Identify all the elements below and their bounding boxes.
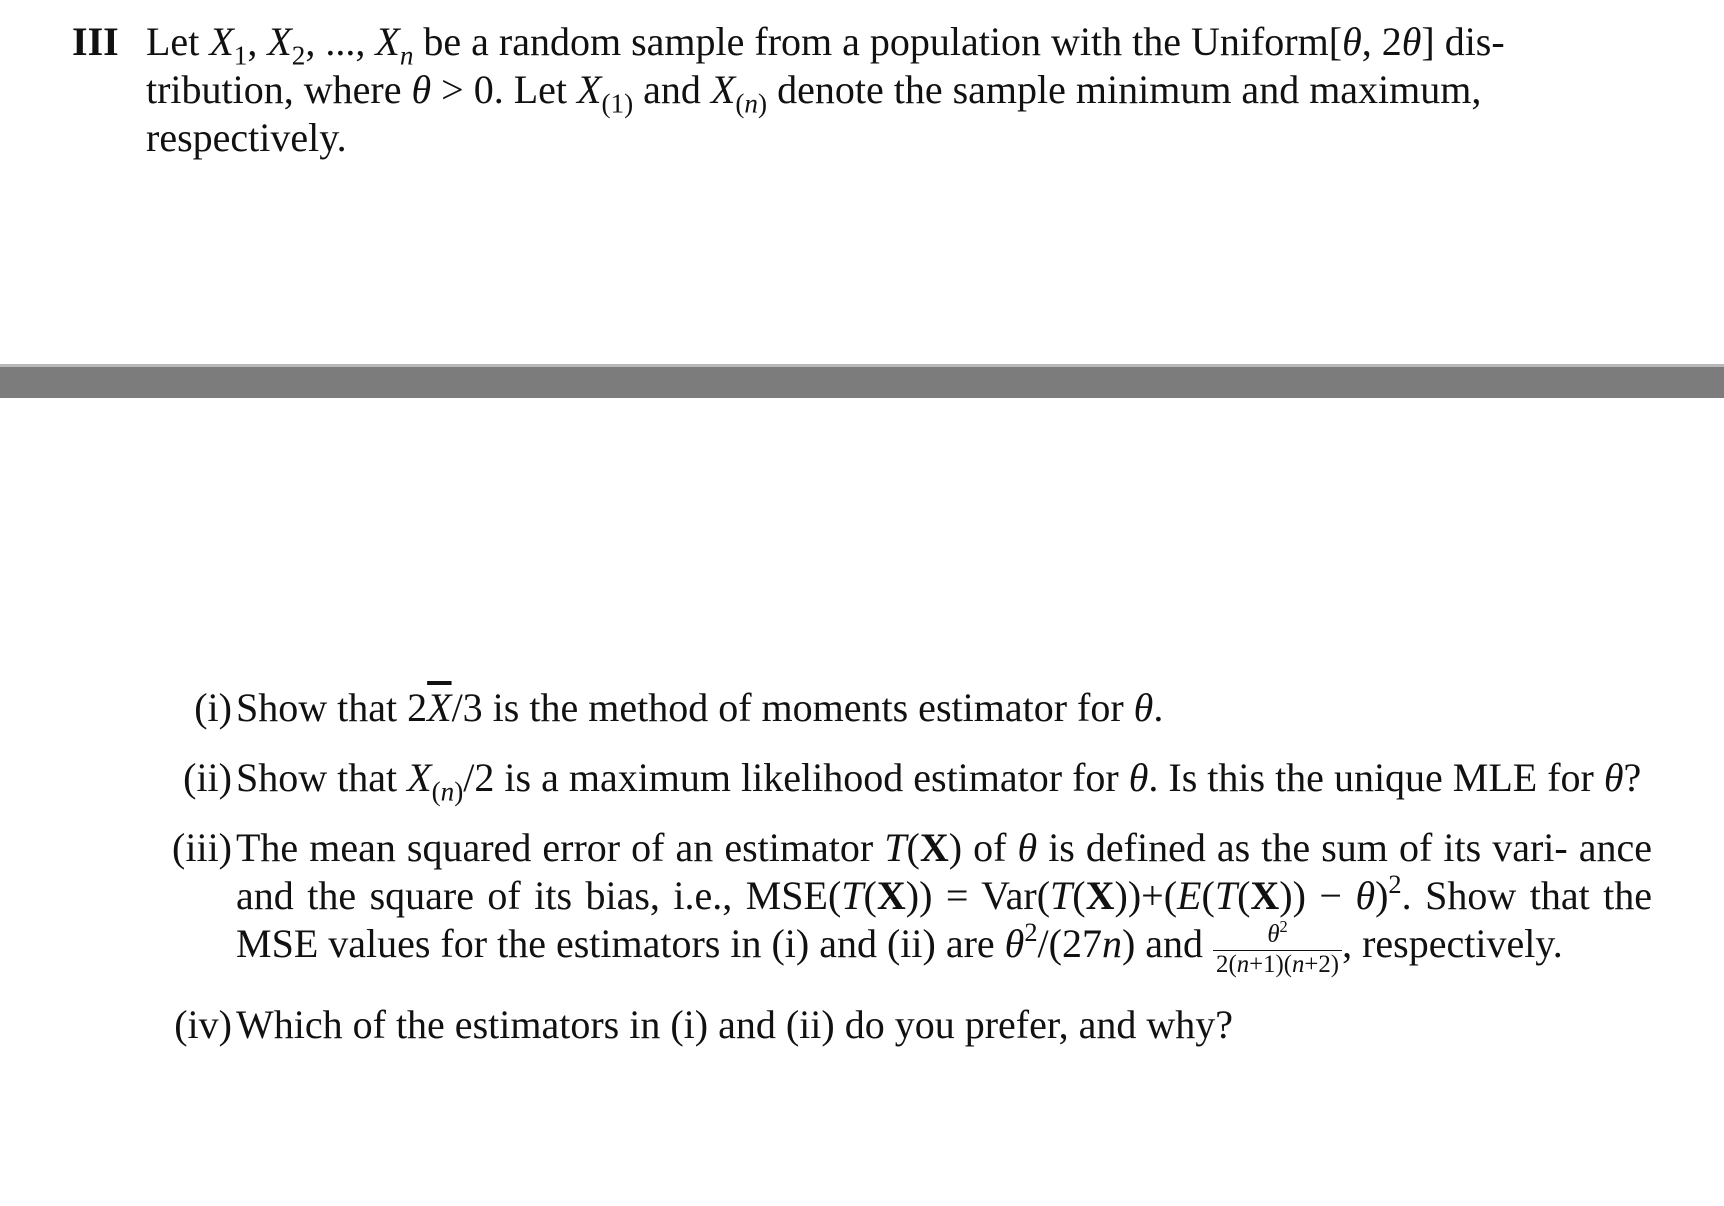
part-iii [136, 824, 1652, 979]
part-label: (iii) [172, 825, 232, 870]
part-label: (i) [194, 685, 232, 730]
part-i [136, 684, 1652, 732]
problem-intro-text: Let $X_1$, $X_2$, ..., $X_n$ be a random sample from a population with the Uniform[θ, 2θ] dis- tribution, where θ > 0. Let $X_{(1)}$ and $X_{(n)}$ denote the sample minimum and maximum, respectively. [146, 19, 1505, 160]
part-text: Which of the estimators in (i) and (ii) do you prefer, and why? [236, 1002, 1233, 1048]
part-text: Show that $2\overline{X}/3$ is the method of moments estimator for θ. [236, 685, 1164, 730]
page-divider [0, 364, 1724, 398]
problem-parts [136, 684, 1652, 1071]
part-iv [136, 1001, 1652, 1049]
part-text: The mean squared error of an estimator T(X) of θ is defined as the sum of its vari- ance and the square of its bias, i.e., $MSE(T(X)) = Var(T(X))+(E(T(X)) - \theta)^2$. Show that the MSE values for the estimators in (i) and (ii) are $\theta^2/(27n)$ and $\frac{\theta^2}{2(n+1)(n+2)}$ , respectively. [236, 825, 1653, 978]
problem-statement [72, 18, 1652, 162]
part-label: (ii) [183, 755, 232, 800]
problem-label: III [72, 19, 119, 64]
part-label: (iv) [174, 1002, 232, 1048]
part-text: Show that $X_{(n)}/2$ is a maximum likelihood estimator for θ. Is this the unique MLE for θ? [236, 755, 1642, 807]
part-ii [136, 754, 1652, 807]
